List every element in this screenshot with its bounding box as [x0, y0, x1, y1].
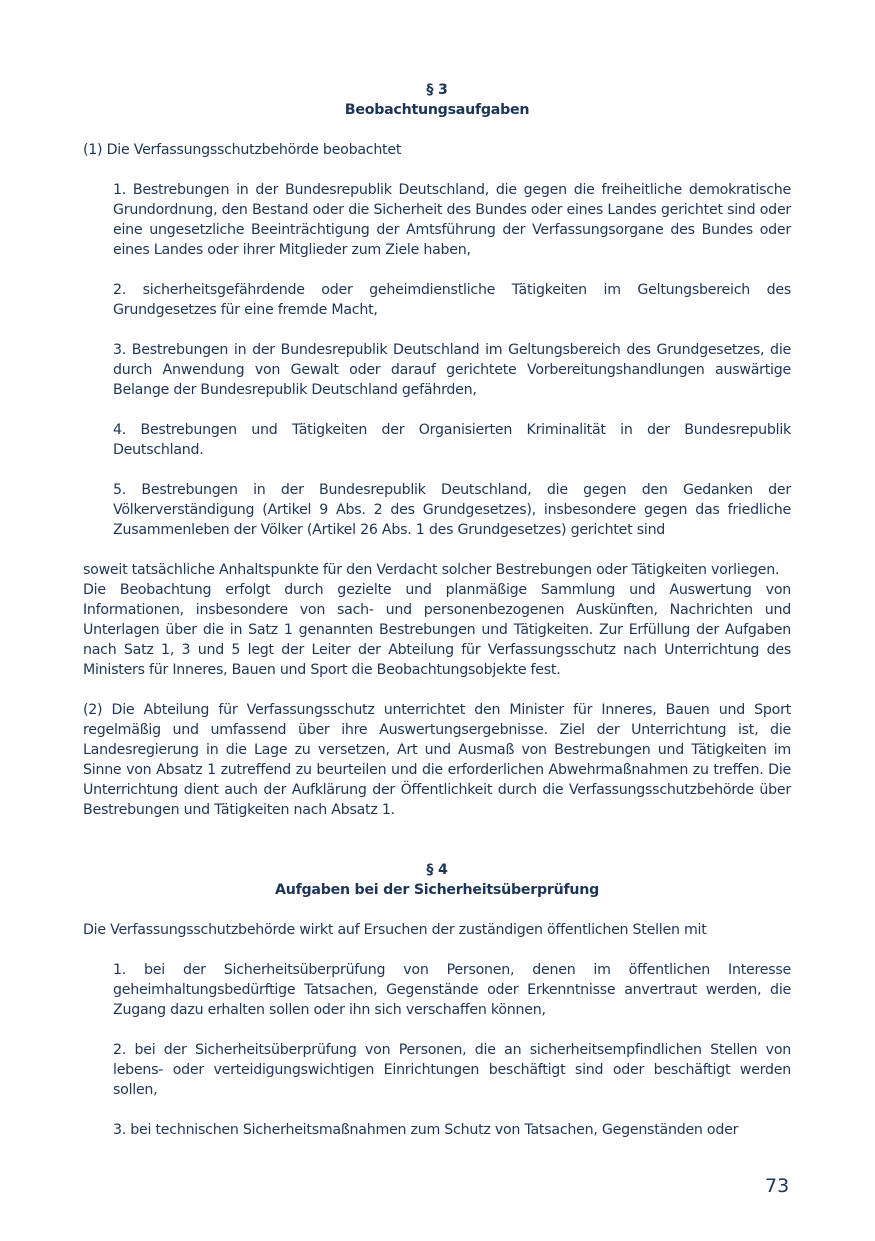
section-3-item-2: 2. sicherheitsgefährdende oder geheimdienstliche Tätigkeiten im Geltungsbereich des Grundgesetzes für eine fremde Macht,: [113, 282, 791, 318]
section-3-intro: (1) Die Verfassungsschutzbehörde beobachtet: [83, 142, 402, 158]
section-3-item-4: 4. Bestrebungen und Tätigkeiten der Organisierten Kriminalität in der Bundesrepublik Deutschland.: [113, 422, 791, 458]
section-3-paragraph-2: (2) Die Abteilung für Verfassungsschutz unterrichtet den Minister für Inneres, Bauen und Sport regelmäßig und umfassend über ihre Auswertungsergebnisse. Ziel der Unterrichtung ist, die Landesregierung in die Lage zu versetzen, Art und Ausmaß von Bestrebungen und Tätigkeiten im Sinne von Absatz 1 zutreffend zu beurteilen und die erforderlichen Abwehrmaßnahmen zu treffen. Die Unterrichtung dient auch der Aufklärung der Öffentlichkeit durch die Verfassungsschutzbehörde über Bestrebungen und Tätigkeiten nach Absatz 1.: [83, 702, 791, 818]
section-4-intro: Die Verfassungsschutzbehörde wirkt auf Ersuchen der zuständigen öffentlichen Stellen mit: [83, 922, 707, 938]
section-3-observation-text: Die Beobachtung erfolgt durch gezielte und planmäßige Sammlung und Auswertung von Informationen, insbesondere von sach- und personenbezogenen Auskünften, Nachrichten und Unterlagen über die in Satz 1 genannten Bestrebungen und Tätigkeiten. Zur Erfüllung der Aufgaben nach Satz 1, 3 und 5 legt der Leiter der Abteilung für Verfassungsschutz nach Unterrichtung des Ministers für Inneres, Bauen und Sport die Beobachtungsobjekte fest.: [83, 582, 791, 678]
section-4-item-2: 2. bei der Sicherheitsüberprüfung von Personen, die an sicherheitsempfindlichen Stellen von lebens- oder verteidigungswichtigen Einrichtungen beschäftigt sind oder beschäftigt werden sollen,: [113, 1042, 791, 1098]
section-3-continuation: soweit tatsächliche Anhaltspunkte für den Verdacht solcher Bestrebungen oder Tätigkeiten vorliegen.: [83, 562, 780, 578]
section-4-item-1: 1. bei der Sicherheitsüberprüfung von Personen, denen im öffentlichen Interesse geheimhaltungsbedürftige Tatsachen, Gegenstände oder Erkenntnisse anvertraut werden, die Zugang dazu erhalten sollen oder ihn sich verschaffen können,: [113, 962, 791, 1018]
section-3-title: Beobachtungsaufgaben: [344, 102, 530, 118]
document-page: [83, 80, 791, 1140]
section-3-item-5: 5. Bestrebungen in der Bundesrepublik Deutschland, die gegen den Gedanken der Völkerverständigung (Artikel 9 Abs. 2 des Grundgesetzes), insbesondere gegen das friedliche Zusammenleben der Völker (Artikel 26 Abs. 1 des Grundgesetzes) gerichtet sind: [113, 482, 791, 538]
section-3-number: § 3: [426, 82, 448, 98]
section-4-title: Aufgaben bei der Sicherheitsüberprüfung: [274, 882, 600, 898]
section-3-item-3: 3. Bestrebungen in der Bundesrepublik Deutschland im Geltungsbereich des Grundgesetzes, die durch Anwendung von Gewalt oder darauf gerichtete Vorbereitungshandlungen auswärtige Belange der Bundesrepublik Deutschland gefährden,: [113, 342, 791, 398]
section-4-item-3: 3. bei technischen Sicherheitsmaßnahmen zum Schutz von Tatsachen, Gegenständen oder: [113, 1122, 739, 1138]
page-number: 73: [765, 1175, 790, 1197]
section-4-number: § 4: [426, 862, 448, 878]
section-3-item-1: 1. Bestrebungen in der Bundesrepublik Deutschland, die gegen die freiheitliche demokratische Grundordnung, den Bestand oder die Sicherheit des Bundes oder eines Landes gerichtet sind oder eine ungesetzliche Beeinträchtigung der Amtsführung der Verfassungsorgane des Bundes oder eines Landes oder ihrer Mitglieder zum Ziele haben,: [113, 182, 791, 258]
